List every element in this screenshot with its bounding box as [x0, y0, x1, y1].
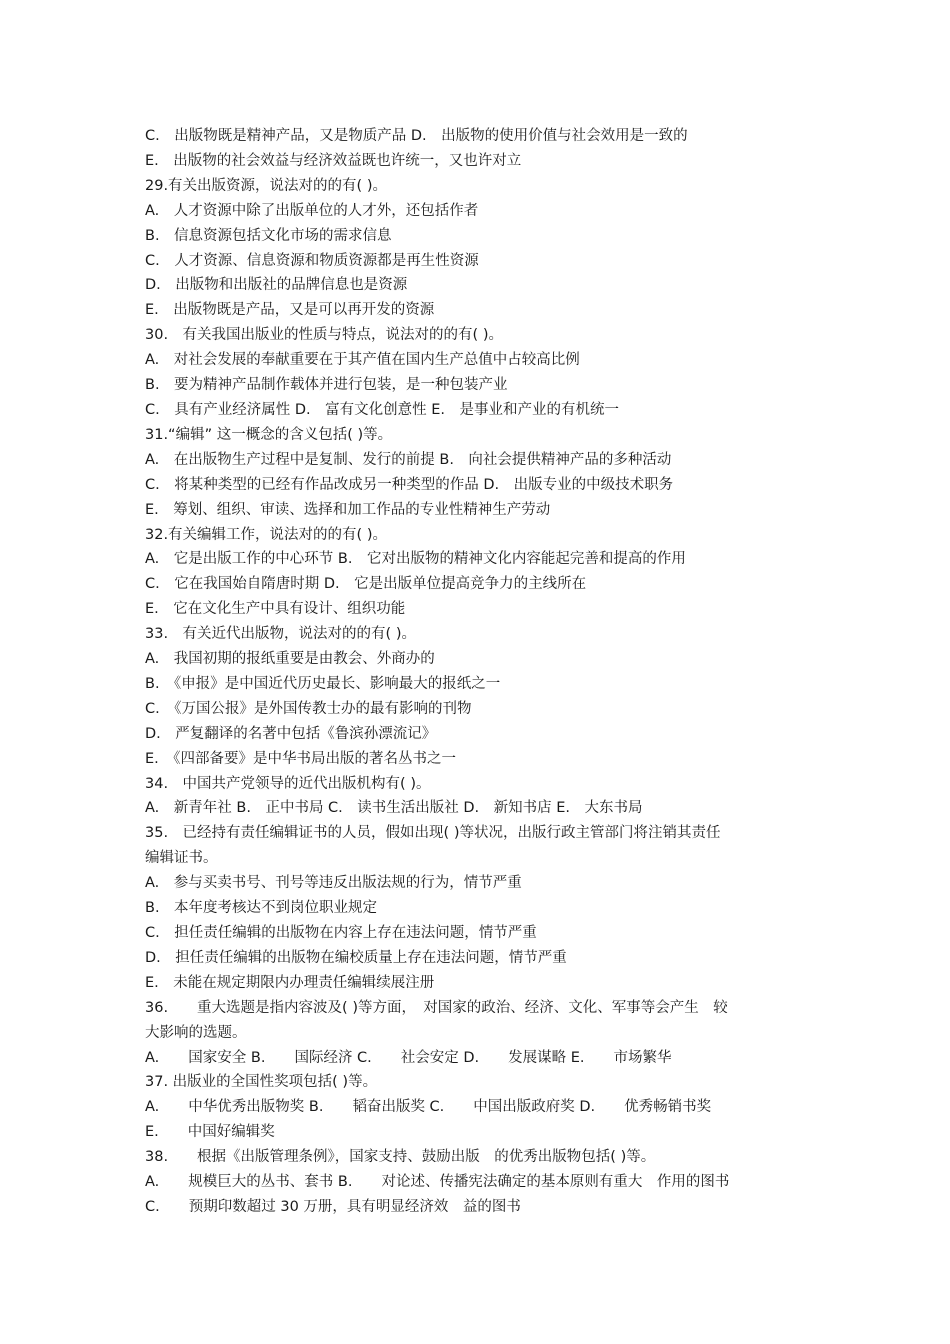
text-line: 大影响的选题。	[145, 1024, 247, 1041]
text-line: 38. 根据《出版管理条例》，国家支持、鼓励出版 的优秀出版物包括( )等。	[145, 1149, 656, 1166]
text-line: A. 它是出版工作的中心环节 B. 它对出版物的精神文化内容能起完善和提高的作用	[145, 551, 686, 568]
text-line: 36. 重大选题是指内容波及( )等方面， 对国家的政治、经济、文化、军事等会产生 较	[145, 999, 728, 1016]
text-line: 32.有关编辑工作，说法对的的有( )。	[145, 526, 387, 543]
text-line: 37. 出版业的全国性奖项包括( )等。	[145, 1074, 378, 1091]
text-line: E. 筹划、组织、审读、选择和加工作品的专业性精神生产劳动	[145, 501, 551, 518]
text-line: A. 对社会发展的奉献重要在于其产值在国内生产总值中占较高比例	[145, 352, 580, 369]
text-line: A. 我国初期的报纸重要是由教会、外商办的	[145, 651, 435, 668]
text-line: C. 将某种类型的已经有作品改成另一种类型的作品 D. 出版专业的中级技术职务	[145, 476, 674, 493]
text-line: A. 规模巨大的丛书、套书 B. 对论述、传播宪法确定的基本原则有重大 作用的图书	[145, 1174, 730, 1191]
text-line: A. 国家安全 B. 国际经济 C. 社会安定 D. 发展谋略 E. 市场繁华	[145, 1049, 672, 1066]
text-line: 30. 有关我国出版业的性质与特点，说法对的的有( )。	[145, 327, 503, 344]
text-line: A. 人才资源中除了出版单位的人才外，还包括作者	[145, 202, 479, 219]
text-line: 33. 有关近代出版物，说法对的的有( )。	[145, 626, 416, 643]
text-line: B. 本年度考核达不到岗位职业规定	[145, 900, 378, 917]
text-line: B. 《申报》是中国近代历史最长、影响最大的报纸之一	[145, 675, 501, 692]
text-line: 编辑证书。	[145, 850, 218, 867]
text-line: E. 出版物既是产品，又是可以再开发的资源	[145, 302, 435, 319]
text-line: E. 它在文化生产中具有设计、组织功能	[145, 601, 406, 618]
document-body	[145, 124, 813, 1220]
text-line: A. 在出版物生产过程中是复制、发行的前提 B. 向社会提供精神产品的多种活动	[145, 451, 672, 468]
text-line: C. 人才资源、信息资源和物质资源都是再生性资源	[145, 252, 479, 269]
text-line: D. 担任责任编辑的出版物在编校质量上存在违法问题，情节严重	[145, 949, 567, 966]
text-line: C. 预期印数超过 30 万册，具有明显经济效 益的图书	[145, 1198, 521, 1215]
text-line: 31.“编辑” 这一概念的含义包括( )等。	[145, 426, 393, 443]
text-line: E. 出版物的社会效益与经济效益既也许统一，又也许对立	[145, 152, 522, 169]
text-line: C. 《万国公报》是外国传教士办的最有影响的刊物	[145, 700, 472, 717]
text-line: E. 未能在规定期限内办理责任编辑续展注册	[145, 974, 435, 991]
text-line: C. 具有产业经济属性 D. 富有文化创意性 E. 是事业和产业的有机统一	[145, 401, 619, 418]
text-line: 29.有关出版资源，说法对的的有( )。	[145, 177, 387, 194]
text-line: 35. 已经持有责任编辑证书的人员，假如出现( )等状况，出版行政主管部门将注销其责任	[145, 825, 721, 842]
text-line: A. 新青年社 B. 正中书局 C. 读书生活出版社 D. 新知书店 E. 大东书局	[145, 800, 643, 817]
text-line: C. 担任责任编辑的出版物在内容上存在违法问题，情节严重	[145, 925, 537, 941]
text-line: D. 出版物和出版社的品牌信息也是资源	[145, 277, 408, 294]
text-line: B. 信息资源包括文化市场的需求信息	[145, 227, 392, 244]
text-line: E. 中国好编辑奖	[145, 1124, 275, 1141]
text-line: C. 出版物既是精神产品，又是物质产品 D. 出版物的使用价值与社会效用是一致的	[145, 128, 688, 144]
text-line: E. 《四部备要》是中华书局出版的著名丛书之一	[145, 750, 457, 767]
text-line: D. 严复翻译的名著中包括《鲁滨孙漂流记》	[145, 725, 437, 742]
text-line: C. 它在我国始自隋唐时期 D. 它是出版单位提高竞争力的主线所在	[145, 576, 587, 593]
text-line: 34. 中国共产党领导的近代出版机构有( )。	[145, 775, 431, 792]
text-line: A. 中华优秀出版物奖 B. 韬奋出版奖 C. 中国出版政府奖 D. 优秀畅销书奖	[145, 1099, 712, 1116]
text-line: A. 参与买卖书号、刊号等违反出版法规的行为，情节严重	[145, 875, 522, 892]
text-line: B. 要为精神产品制作载体并进行包装，是一种包装产业	[145, 377, 508, 394]
